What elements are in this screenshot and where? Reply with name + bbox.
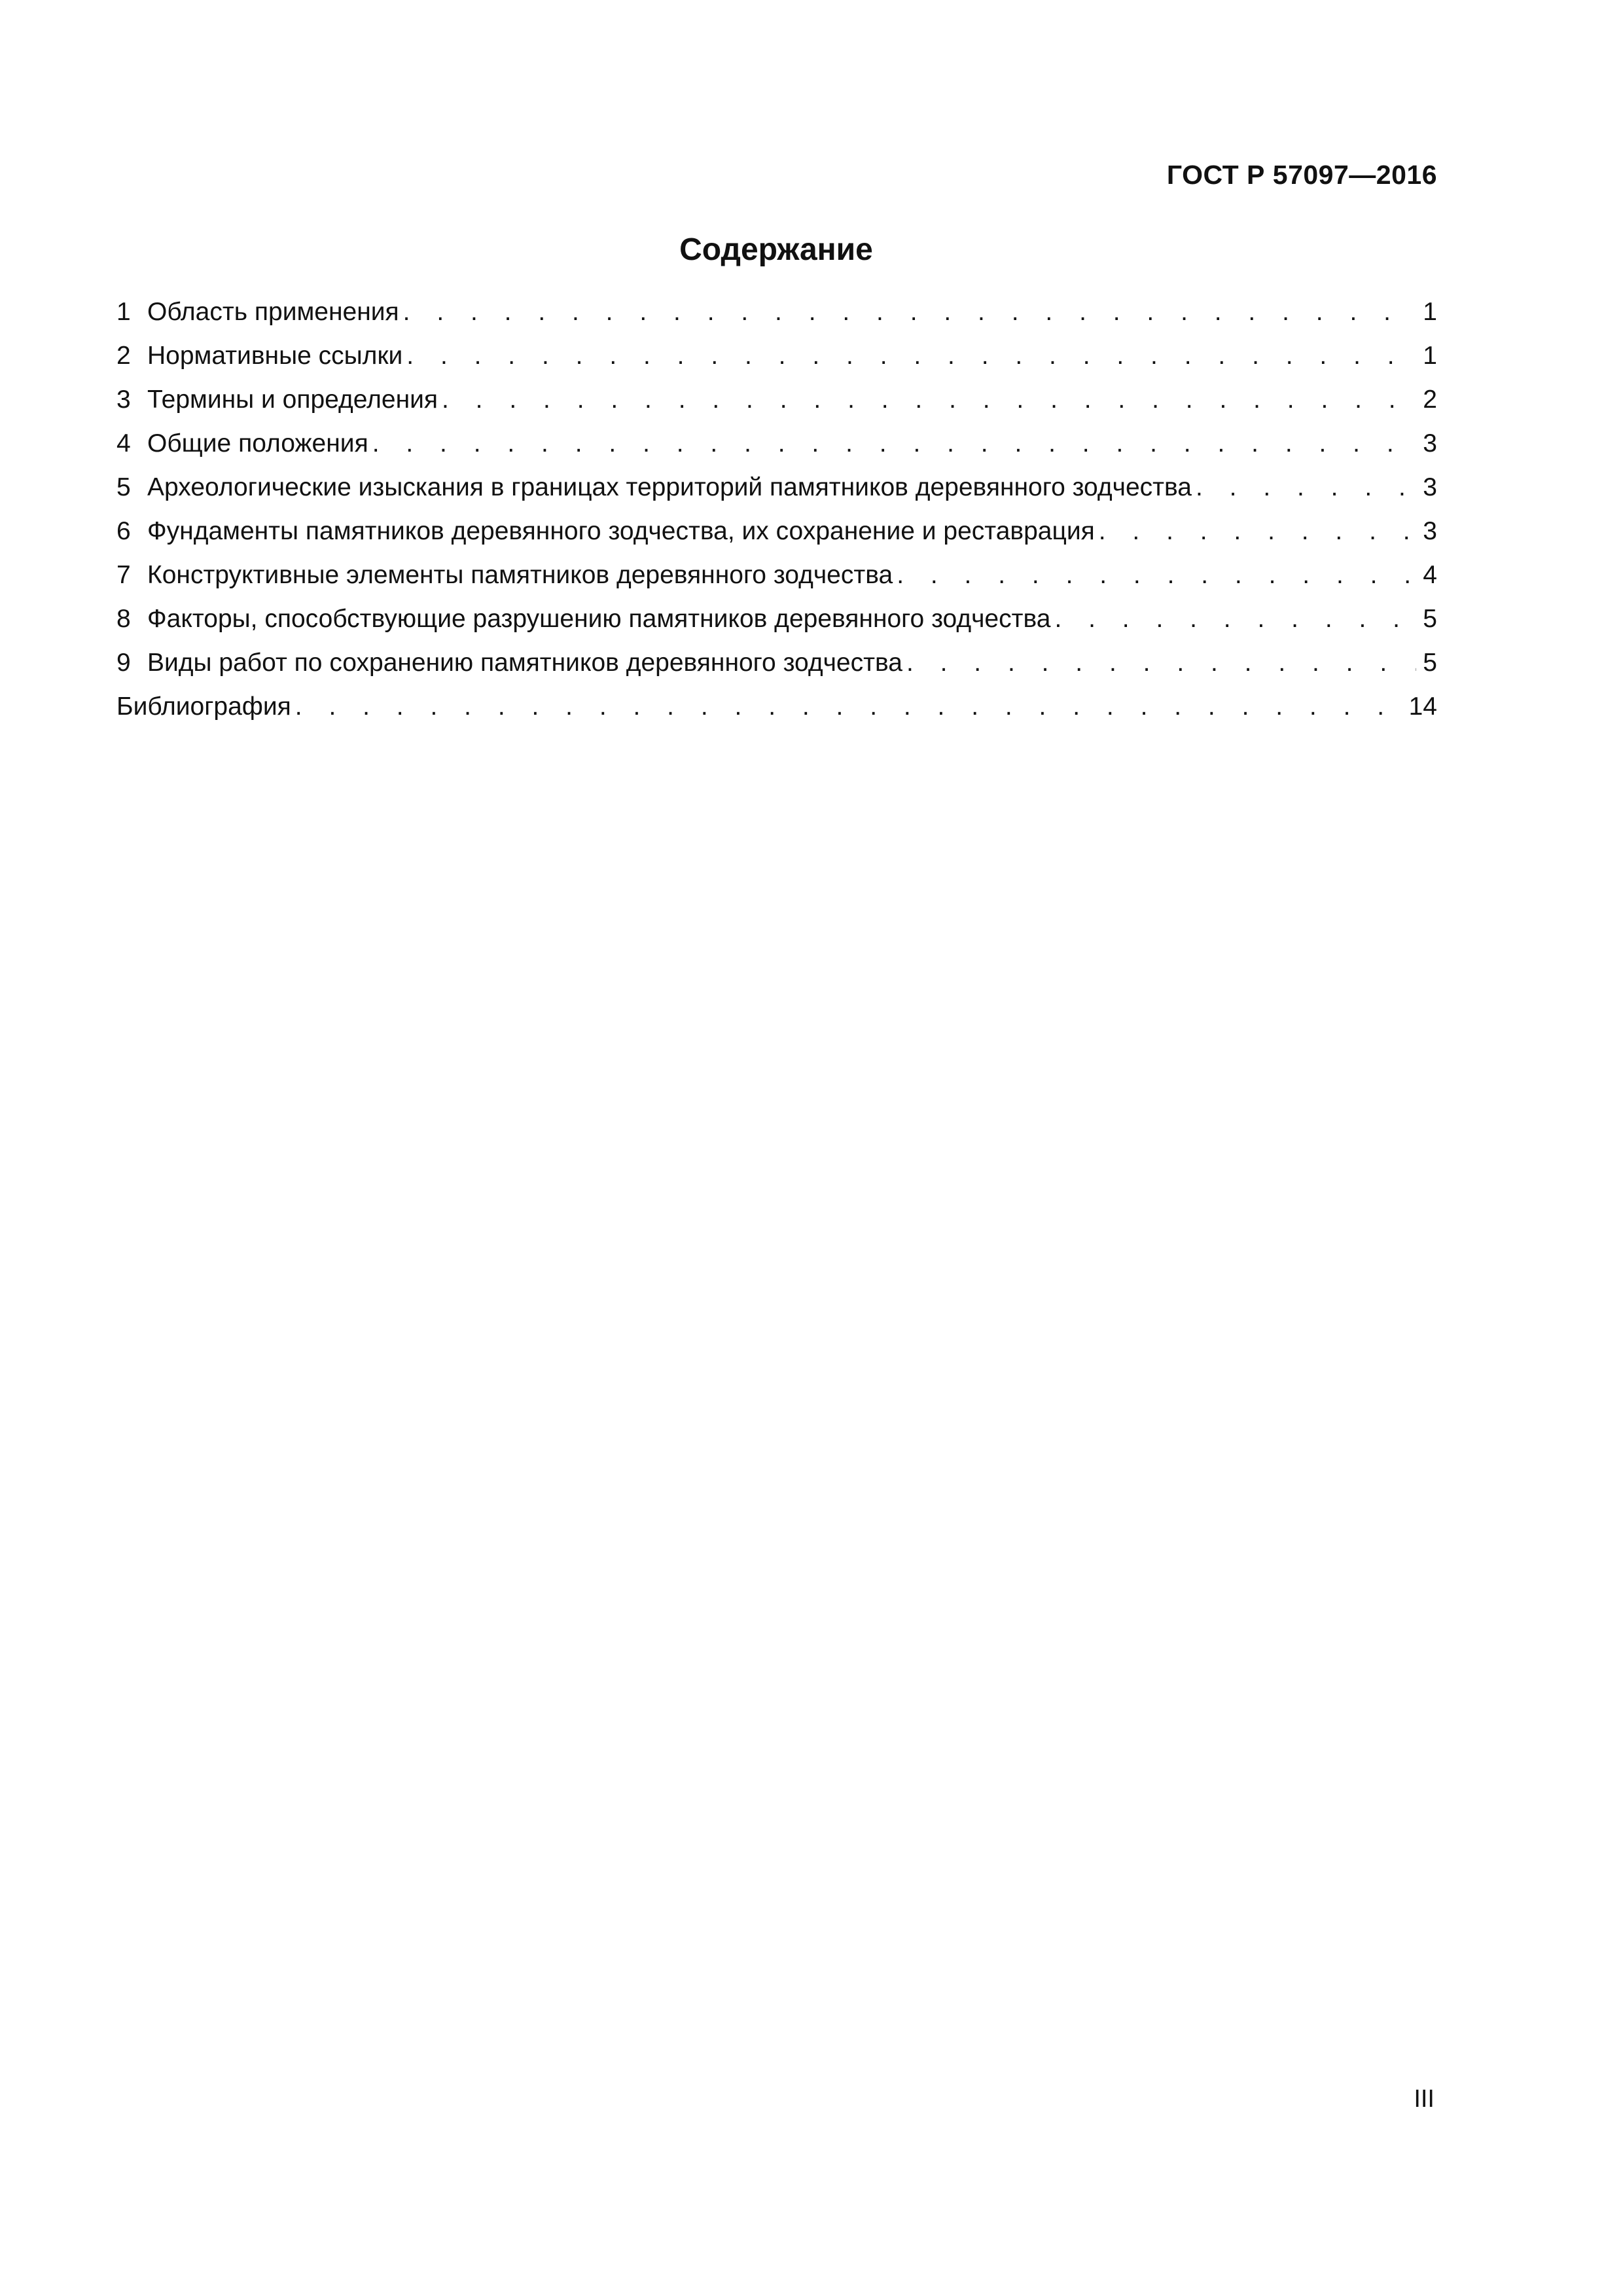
toc-entry-6[interactable]: [116, 517, 1437, 561]
toc-entry-page: 3: [1423, 473, 1437, 501]
toc-entry-bibliography[interactable]: [116, 692, 1437, 736]
toc-entry-page: 1: [1423, 342, 1437, 370]
toc-dot-leader: [906, 649, 1416, 677]
toc-entry-4[interactable]: [116, 429, 1437, 473]
toc-dot-leader: [372, 429, 1417, 458]
toc-entry-number: 6: [116, 517, 131, 545]
toc-dot-leader: [1099, 517, 1417, 546]
toc-entry-page: 3: [1423, 517, 1437, 545]
toc-entry-label: Фундаменты памятников деревянного зодчества, их сохранение и реставрация: [147, 517, 1095, 545]
toc-entry-page: 4: [1423, 561, 1437, 589]
toc-entry-label: Факторы, способствующие разрушению памятников деревянного зодчества: [147, 605, 1051, 633]
toc-entry-label: Нормативные ссылки: [147, 342, 403, 370]
toc-entry-2[interactable]: [116, 342, 1437, 386]
toc-entry-7[interactable]: [116, 561, 1437, 605]
toc-entry-number: 4: [116, 429, 131, 457]
toc-title: Содержание: [679, 232, 873, 267]
toc-entry-number: 1: [116, 298, 131, 326]
toc-entry-label: Библиография: [116, 692, 291, 721]
toc-entry-number: 5: [116, 473, 131, 501]
toc-dot-leader: [897, 561, 1416, 590]
toc-dot-leader: [1054, 605, 1416, 634]
page-number: III: [1414, 2085, 1435, 2113]
toc-entry-label: Область применения: [147, 298, 399, 326]
toc-dot-leader: [1196, 473, 1416, 502]
toc-dot-leader: [295, 692, 1402, 721]
toc-entry-page: 5: [1423, 649, 1437, 677]
toc-entry-label: Термины и определения: [147, 386, 438, 414]
toc-entry-8[interactable]: [116, 605, 1437, 649]
toc-dot-leader: [403, 298, 1417, 327]
toc-entry-5[interactable]: [116, 473, 1437, 517]
table-of-contents: [116, 298, 1437, 736]
toc-entry-1[interactable]: [116, 298, 1437, 342]
toc-entry-page: 2: [1423, 386, 1437, 414]
toc-entry-label: Конструктивные элементы памятников деревянного зодчества: [147, 561, 893, 589]
toc-entry-3[interactable]: [116, 386, 1437, 429]
toc-dot-leader: [442, 386, 1416, 414]
toc-entry-page: 1: [1423, 298, 1437, 326]
toc-entry-number: 7: [116, 561, 131, 589]
toc-entry-label: Виды работ по сохранению памятников деревянного зодчества: [147, 649, 902, 677]
toc-entry-number: 9: [116, 649, 131, 677]
toc-dot-leader: [406, 342, 1416, 370]
toc-entry-number: 2: [116, 342, 131, 370]
toc-entry-number: 8: [116, 605, 131, 633]
toc-entry-page: 3: [1423, 429, 1437, 457]
toc-entry-page: 14: [1408, 692, 1437, 721]
toc-entry-label: Общие положения: [147, 429, 368, 457]
toc-entry-label: Археологические изыскания в границах территорий памятников деревянного зодчества: [147, 473, 1192, 501]
toc-entry-page: 5: [1423, 605, 1437, 633]
toc-entry-9[interactable]: [116, 649, 1437, 692]
document-code: ГОСТ Р 57097—2016: [1166, 160, 1437, 190]
toc-entry-number: 3: [116, 386, 131, 414]
